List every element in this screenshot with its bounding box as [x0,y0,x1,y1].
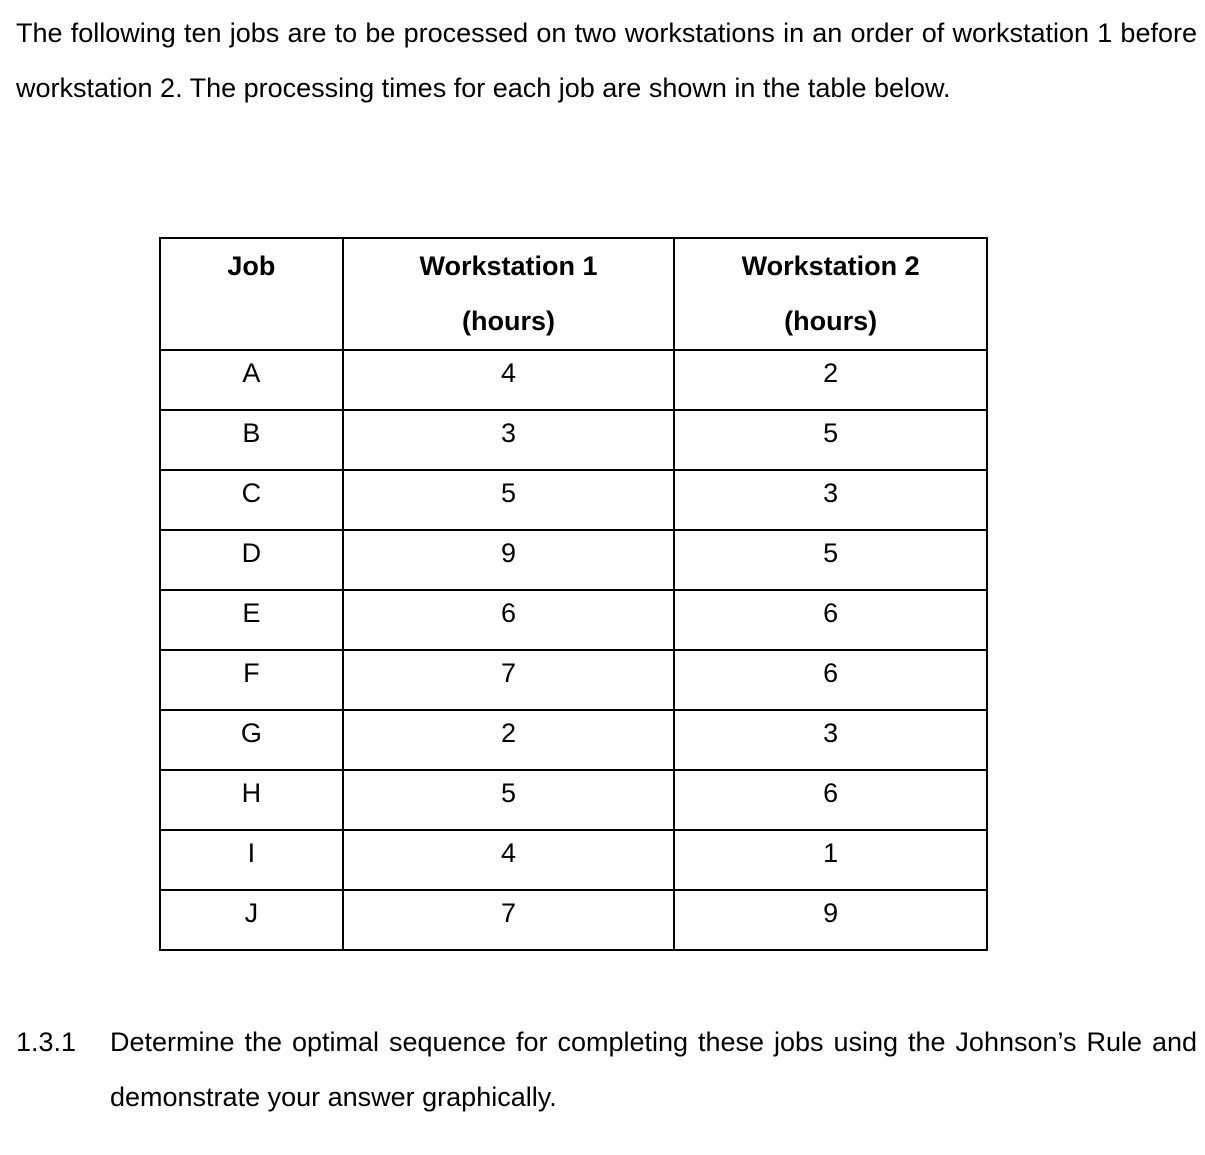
ws2-cell: 6 [674,770,987,830]
header-ws1-unit: (hours) [462,306,555,336]
header-job-label: Job [227,251,276,281]
table-row [160,710,987,770]
ws1-cell: 2 [343,710,675,770]
header-ws1-label: Workstation 1 [419,251,598,281]
header-ws2-label: Workstation 2 [741,251,920,281]
job-cell: B [160,410,343,470]
question-text: Determine the optimal sequence for completing these jobs using the Johnson’s Rule and demonstrate your answer graphically. [110,1027,1197,1112]
question-block [16,1015,1197,1125]
table-row [160,590,987,650]
table-row [160,770,987,830]
table-row [160,410,987,470]
job-cell: F [160,650,343,710]
header-workstation-1 [343,238,675,350]
ws2-cell: 2 [674,350,987,410]
table-header-row [160,238,987,350]
table-row [160,830,987,890]
ws2-cell: 3 [674,710,987,770]
ws1-cell: 4 [343,350,675,410]
table-row [160,470,987,530]
header-ws2-unit: (hours) [784,306,878,336]
table-row [160,890,987,950]
ws2-cell: 6 [674,590,987,650]
ws1-cell: 7 [343,890,675,950]
table-row [160,650,987,710]
ws2-cell: 6 [674,650,987,710]
header-workstation-2 [674,238,987,350]
job-cell: E [160,590,343,650]
ws1-cell: 6 [343,590,675,650]
ws2-cell: 1 [674,830,987,890]
ws2-cell: 5 [674,410,987,470]
processing-times-table [159,237,988,951]
ws1-cell: 3 [343,410,675,470]
header-job [160,238,343,350]
job-cell: G [160,710,343,770]
job-cell: D [160,530,343,590]
ws1-cell: 9 [343,530,675,590]
job-cell: J [160,890,343,950]
ws2-cell: 9 [674,890,987,950]
table-row [160,530,987,590]
job-cell: C [160,470,343,530]
ws1-cell: 5 [343,770,675,830]
ws1-cell: 4 [343,830,675,890]
job-cell: H [160,770,343,830]
job-cell: A [160,350,343,410]
table-row [160,350,987,410]
question-number: 1.3.1 [16,1027,77,1057]
ws2-cell: 3 [674,470,987,530]
ws1-cell: 5 [343,470,675,530]
ws1-cell: 7 [343,650,675,710]
intro-paragraph: The following ten jobs are to be processed on two workstations in an order of workstation 1 before workstation 2. The processing times for each job are shown in the table below. [16,18,1197,103]
job-cell: I [160,830,343,890]
ws2-cell: 5 [674,530,987,590]
